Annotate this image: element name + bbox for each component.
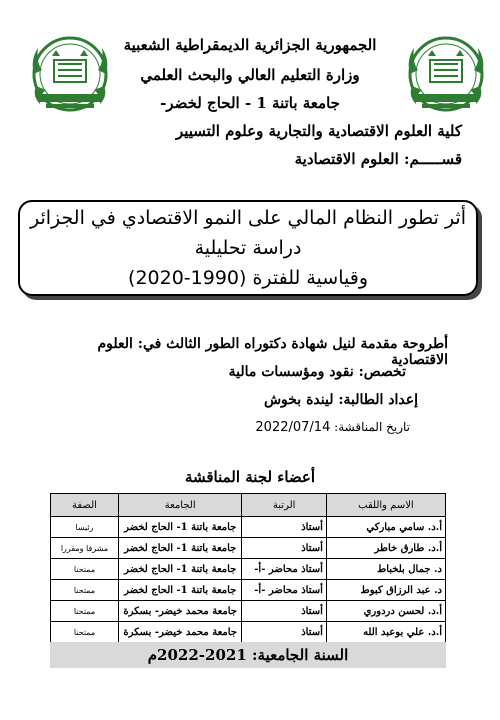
university-logo-right: [402, 30, 490, 118]
academic-year: السنة الجامعية: 2021-2022م: [50, 642, 446, 668]
submission-statement: أطروحة مقدمة لنيل شهادة دكتوراه الطور الثالث في: العلوم الاقتصادية: [97, 336, 448, 368]
faculty-name: كلية العلوم الاقتصادية والتجارية وعلوم التسيير: [175, 122, 462, 140]
specialty: تخصص: نقود ومؤسسات مالية: [228, 364, 406, 380]
table-row: [51, 622, 446, 643]
thesis-title-line-1: أثر تطور النظام المالي على النمو الاقتصادي في الجزائر دراسة تحليلية: [29, 207, 467, 259]
member-name: أ.د. علي بوعبد الله: [326, 622, 445, 643]
university-name: جامعة باتنة 1 - الحاج لخضر-: [160, 94, 340, 112]
thesis-title-line-2: وقياسية للفترة (1990-2020): [128, 267, 368, 289]
member-university: جامعة باتنة 1- الحاج لخضر: [118, 517, 241, 538]
student-name: إعداد الطالبة: ليندة بخوش: [263, 392, 418, 408]
university-logo-left: [26, 30, 114, 118]
member-rank: أستاذ: [242, 622, 326, 643]
department-name: قســـــم: العلوم الاقتصادية: [294, 150, 462, 168]
member-university: جامعة باتنة 1- الحاج لخضر: [118, 580, 241, 601]
member-rank: أستاذ: [242, 517, 326, 538]
member-role: ممتحنا: [51, 559, 119, 580]
member-name: أ.د. سامي مباركي: [326, 517, 445, 538]
table-row: [51, 538, 446, 559]
defense-date-value: 2022/07/14: [255, 420, 331, 435]
col-name: الاسم واللقب: [326, 494, 445, 517]
thesis-title-box: [18, 200, 478, 296]
member-rank: أستاذ محاضر -أ-: [242, 580, 326, 601]
member-role: ممتحنا: [51, 580, 119, 601]
member-rank: أستاذ: [242, 601, 326, 622]
member-name: أ.د. لحسن دردوري: [326, 601, 445, 622]
member-name: أ.د. طارق خاطر: [326, 538, 445, 559]
defense-date-label: تاريخ المناقشة:: [334, 420, 410, 434]
member-university: جامعة باتنة 1- الحاج لخضر: [118, 538, 241, 559]
defense-date: [40, 420, 410, 435]
member-role: ممتحنا: [51, 622, 119, 643]
table-row: [51, 559, 446, 580]
university-emblem-icon: [402, 30, 490, 118]
col-university: الجامعة: [118, 494, 241, 517]
member-rank: أستاذ: [242, 538, 326, 559]
ministry-name: وزارة التعليم العالي والبحث العلمي: [140, 66, 360, 84]
member-role: مشرفا ومقررا: [51, 538, 119, 559]
member-name: د. عبد الرزاق كبوط: [326, 580, 445, 601]
col-rank: الرتبة: [242, 494, 326, 517]
member-name: د. جمال بلخباط: [326, 559, 445, 580]
university-emblem-icon: [26, 30, 114, 118]
member-role: رئيسا: [51, 517, 119, 538]
member-university: جامعة محمد خيضر- بسكرة: [118, 622, 241, 643]
member-university: جامعة محمد خيضر- بسكرة: [118, 601, 241, 622]
member-role: ممتحنا: [51, 601, 119, 622]
table-row: [51, 517, 446, 538]
table-row: [51, 580, 446, 601]
col-role: الصفة: [51, 494, 119, 517]
jury-table: [50, 493, 446, 643]
member-rank: أستاذ محاضر -أ-: [242, 559, 326, 580]
table-row: [51, 601, 446, 622]
country-name: الجمهورية الجزائرية الديمقراطية الشعبية: [123, 36, 377, 54]
jury-heading: أعضاء لجنة المناقشة: [184, 468, 316, 486]
member-university: جامعة باتنة 1- الحاج لخضر: [118, 559, 241, 580]
jury-table-header: [51, 494, 446, 517]
